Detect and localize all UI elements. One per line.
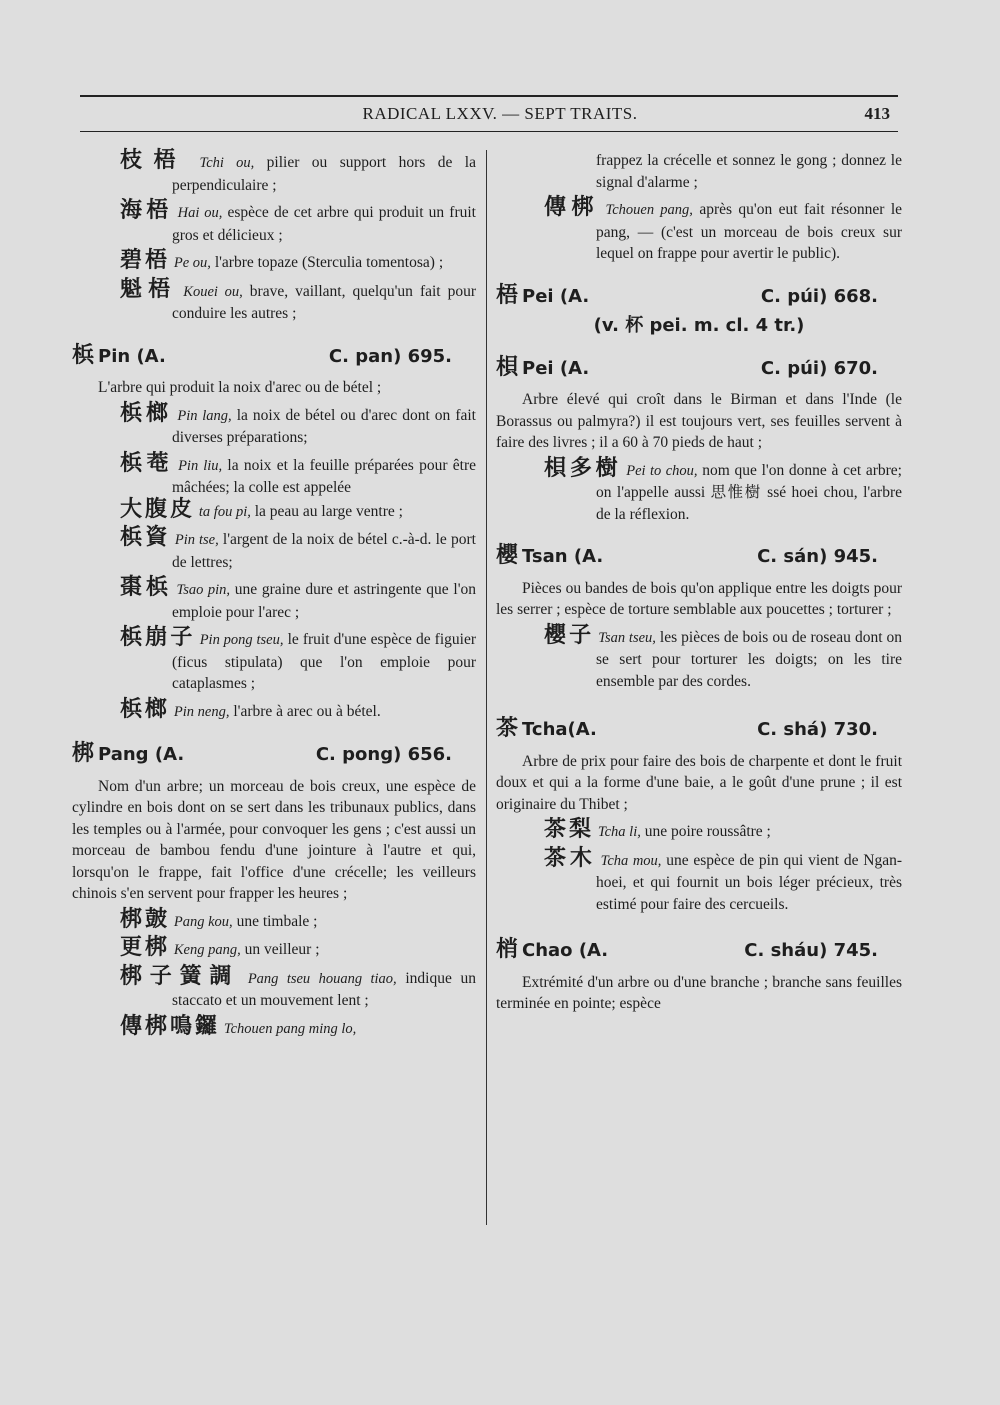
gloss: un veilleur ; <box>240 941 320 958</box>
romanization: Pei to chou, <box>626 462 698 479</box>
page-number: 413 <box>864 104 890 123</box>
entry-hanzi: 梹 <box>72 342 95 368</box>
entry-cantonese: C. pong) 656. <box>315 744 452 765</box>
sub-entry <box>72 1013 476 1041</box>
romanization: Tcha mou, <box>600 852 662 869</box>
entry-cantonese: C. shá) 730. <box>757 719 878 740</box>
entry-heading-tsan <box>496 545 902 568</box>
gloss: brave, vaillant, quelqu'un fait pour conduire les autres ; <box>172 282 477 322</box>
entry-word: Pei (A. <box>522 285 590 307</box>
romanization: ta fou pi, <box>198 503 251 520</box>
entry-hanzi: 梖 <box>496 354 519 380</box>
entry-word: Pei (A. <box>522 357 590 379</box>
sub-entry <box>496 845 903 916</box>
right-column <box>496 150 902 1019</box>
column-divider <box>486 150 487 1225</box>
romanization: Tchi ou, <box>199 155 255 171</box>
gloss: l'arbre topaze (Sterculia tomentosa) ; <box>210 254 444 271</box>
cross-reference: (v. 杯 pei. m. cl. 4 tr.) <box>593 315 805 336</box>
entry-hanzi: 梆 <box>72 741 95 766</box>
entry-definition: Arbre élevé qui croît dans le Birman et dans l'Inde (le Borassus ou palmyra?) il est toujours vert, ses feuilles servent à faire des livres ; il a 60 à 70 pieds de haut ; <box>496 391 902 451</box>
romanization: Pang kou, <box>173 913 233 930</box>
entry-hanzi: 梢 <box>496 937 519 962</box>
gloss: nom que l'on donne à cet arbre; on l'appelle aussi 思惟樹 ssé hoei chou, l'arbre de la réflexion. <box>596 461 902 523</box>
sub-entry <box>72 150 476 196</box>
sub-entry <box>72 963 476 1012</box>
entry-heading-pei-670 <box>496 354 902 380</box>
gloss: espèce de cet arbre qui produit un fruit gros et délicieux ; <box>172 204 476 244</box>
romanization: Keng pang, <box>173 942 241 958</box>
hanzi: 梆皷 <box>120 906 171 932</box>
entry-word: Pang (A. <box>98 744 185 765</box>
romanization: Pin liu, <box>178 457 223 474</box>
entry-heading-pang <box>72 743 476 766</box>
hanzi: 梹榔 <box>120 400 173 426</box>
entry-word: Pin (A. <box>98 345 166 367</box>
entry-hanzi: 茶 <box>496 716 519 741</box>
romanization: Tcha li, <box>597 824 641 840</box>
entry-cantonese: C. púi) 670. <box>760 357 878 379</box>
sub-entry <box>496 819 902 844</box>
entry-definition: Extrémité d'un arbre ou d'une branche ; branche sans feuilles terminée en pointe; espèce <box>496 973 902 1012</box>
hanzi: 棗梹 <box>120 575 172 600</box>
romanization: Kouei ou, <box>183 283 243 300</box>
entry-word: Tsan (A. <box>522 546 604 567</box>
romanization: Tchouen pang, <box>605 202 693 218</box>
sub-entry <box>496 197 902 265</box>
romanization: Hai ou, <box>177 205 223 221</box>
entry-heading-pin <box>72 342 476 368</box>
hanzi: 梖多樹 <box>544 455 622 481</box>
entry-cantonese: C. púi) 668. <box>760 285 878 307</box>
entry-cantonese: C. pan) 695. <box>328 345 452 367</box>
gloss: l'arbre à arec ou à bétel. <box>229 702 381 720</box>
hanzi: 茶梨 <box>544 817 595 842</box>
hanzi: 梆子簧調 <box>120 963 240 989</box>
romanization: Pe ou, <box>173 255 211 271</box>
hanzi: 枝梧 <box>120 148 188 173</box>
entry-heading-tcha <box>496 718 902 741</box>
gloss: la peau au large ventre ; <box>250 502 403 520</box>
hanzi: 梹資 <box>120 525 171 550</box>
entry-definition: Nom d'un arbre; un morceau de bois creux, une espèce de cylindre en bois dont on se sert dans les tribunaux publics, dans les temples ou à l'armée, pour convoquer les gens ; c'est aussi un morceau de bambou fendu d'une jointure à l'autre et qui, lorsqu'on le frappe, fait l'office d'une crécelle; les veilleurs chinois s'en servent pour frapper les heures ; <box>72 777 476 902</box>
romanization: Tchouen pang ming lo, <box>223 1020 357 1037</box>
sub-entry <box>72 577 476 623</box>
entry-heading-pei-668 <box>496 282 902 308</box>
gloss: les pièces de bois ou de roseau dont on se sert pour torturer les doigts; on les tire ensemble par des cordes. <box>596 628 903 690</box>
entry-cantonese: C. sháu) 745. <box>744 940 878 961</box>
hanzi: 傳梆鳴鑼 <box>120 1013 221 1039</box>
gloss: indique un staccato et un mouvement lent ; <box>172 969 476 1009</box>
header-rule-lower <box>80 131 898 132</box>
sub-entry <box>72 906 476 934</box>
continued-text: frappez la crécelle et sonnez le gong ; donnez le signal d'alarme ; <box>596 152 902 191</box>
hanzi: 更梆 <box>120 935 171 960</box>
gloss: pilier ou support hors de la perpendiculaire ; <box>172 154 476 194</box>
hanzi: 梹䓐 <box>120 450 173 476</box>
sub-entry <box>72 450 476 499</box>
gloss: la noix et la feuille préparées pour être mâchées; la colle est appelée <box>172 456 476 496</box>
sub-entry <box>72 496 476 524</box>
entry-hanzi: 梧 <box>496 282 519 308</box>
romanization: Pin lang, <box>177 407 232 424</box>
sub-entry <box>496 622 903 693</box>
entry-definition: Pièces ou bandes de bois qu'on applique entre les doigts pour les serrer ; espèce de torture semblable aux poucettes ; torturer ; <box>496 579 902 618</box>
romanization: Tsan tseu, <box>598 629 656 646</box>
gloss: une graine dure et astringente que l'on emploie pour l'arec ; <box>172 581 477 621</box>
hanzi: 大腹皮 <box>120 496 196 522</box>
entry-word: Chao (A. <box>522 940 609 961</box>
romanization: Pin pong tseu, <box>199 632 284 648</box>
left-column <box>72 150 476 1044</box>
hanzi: 魁梧 <box>120 276 177 302</box>
romanization: Pang tseu houang tiao, <box>247 970 397 987</box>
gloss: le fruit d'une espèce de figuier (ficus stipulata) que l'on emploie pour cataplasmes ; <box>172 631 476 692</box>
entry-definition: L'arbre qui produit la noix d'arec ou de bétel ; <box>98 379 382 396</box>
sub-entry <box>72 527 476 573</box>
gloss: une timbale ; <box>232 912 318 930</box>
sub-entry <box>72 696 476 724</box>
hanzi: 茶木 <box>544 845 596 871</box>
gloss: une espèce de pin qui vient de Ngan-hoei, et qui fournit un bois léger précieux, très estimé pour faire des cercueils. <box>596 851 903 913</box>
gloss: la noix de bétel ou d'arec dont on fait diverses préparations; <box>172 406 476 446</box>
header-rule <box>80 95 898 97</box>
sub-entry <box>72 250 476 275</box>
hanzi: 梹榔 <box>120 696 171 722</box>
entry-cantonese: C. sán) 945. <box>757 546 878 567</box>
hanzi: 海梧 <box>120 198 173 223</box>
hanzi: 梹崩子 <box>120 625 196 650</box>
romanization: Tsao pin, <box>176 582 231 598</box>
entry-hanzi: 櫻 <box>496 543 519 568</box>
sub-entry <box>72 937 476 962</box>
entry-heading-chao <box>496 939 902 962</box>
sub-entry <box>72 200 476 246</box>
sub-entry <box>72 276 477 325</box>
running-header: RADICAL LXXV. — SEPT TRAITS. <box>362 104 638 123</box>
entry-word: Tcha(A. <box>522 719 597 740</box>
hanzi: 傳梆 <box>544 195 600 220</box>
gloss: une poire roussâtre ; <box>640 823 771 840</box>
hanzi: 碧梧 <box>120 248 171 273</box>
gloss: après qu'on eut fait résonner le pang, — (c'est un morceau de bois creux sur lequel on frappe pour avertir le public). <box>596 201 903 262</box>
romanization: Pin tse, <box>174 532 219 548</box>
romanization: Pin neng, <box>173 703 230 720</box>
gloss: l'argent de la noix de bétel c.-à-d. le port de lettres; <box>172 531 476 571</box>
sub-entry <box>72 627 476 695</box>
sub-entry <box>72 400 476 449</box>
sub-entry <box>496 455 902 526</box>
entry-definition: Arbre de prix pour faire des bois de charpente et dont le fruit doux et qui a la forme d'une baie, a le goût d'une prune ; il est originaire du Thibet ; <box>496 752 902 813</box>
hanzi: 櫻子 <box>544 622 595 648</box>
